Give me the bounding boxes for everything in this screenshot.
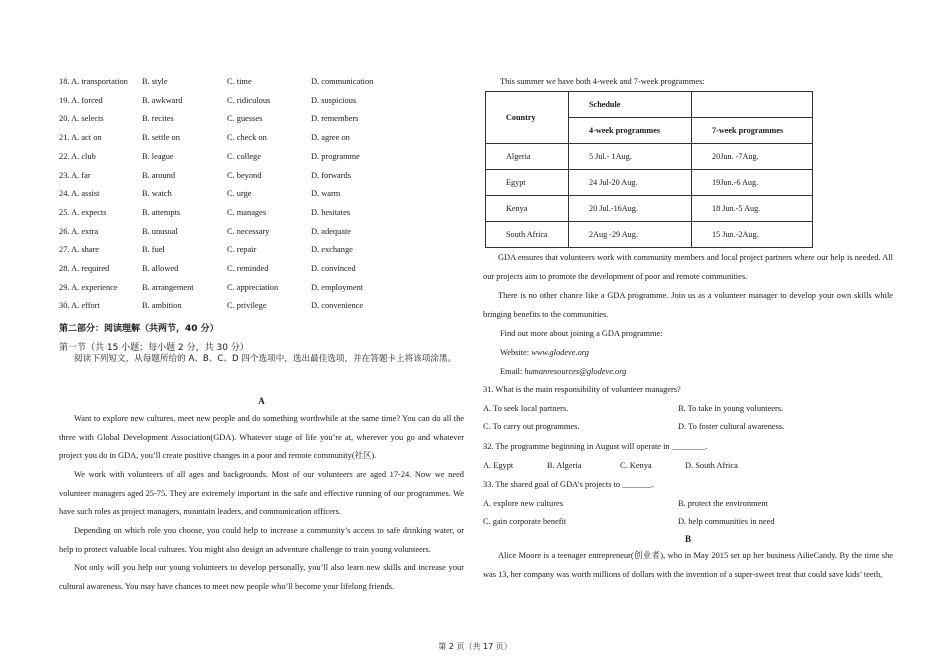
header-country: Country <box>486 92 569 144</box>
choice-option-b: B. league <box>142 151 174 161</box>
header-4week: 4-week programmes <box>569 118 692 144</box>
website-link[interactable]: www.glodeve.org <box>531 348 589 357</box>
passage-a-paragraph-5: GDA ensures that volunteers work with community members and local project partners where our help is needed. All our projects aim to promote the development of poor and remote communities. <box>483 253 893 281</box>
choice-option-c: C. guesses <box>227 114 263 124</box>
question-stem: 31. What is the main responsibility of volunteer managers? <box>483 385 681 394</box>
choice-option-a <box>59 244 99 255</box>
section1-title: 第一节（共 15 小题；每小题 2 分，共 30 分） <box>59 343 249 353</box>
option-text: A. far <box>71 170 91 180</box>
choice-option-d: D. employment <box>311 282 364 292</box>
question-number: 21. <box>59 133 70 143</box>
answer-option-c: C. gain corporate benefit <box>483 517 567 527</box>
question-number: 26. <box>59 226 70 236</box>
answer-option-c: C. To carry out programmes. <box>483 422 580 432</box>
schedule-row <box>486 144 813 170</box>
answer-option-a: A. To seek local partners. <box>483 403 569 413</box>
schedule-cell-w7: 15 Jun.-2Aug. <box>692 222 813 248</box>
question-number: 19. <box>59 95 70 105</box>
choice-option-b: B. awkward <box>142 95 183 105</box>
schedule-row <box>486 222 813 248</box>
choice-option-c: C. privilege <box>227 301 267 311</box>
choice-option-a <box>59 188 100 199</box>
schedule-cell-w7: 20Jun. -7Aug. <box>692 144 813 170</box>
schedule-cell-w4: 24 Jul-20 Aug. <box>569 170 692 196</box>
email-label: Email: <box>500 367 525 376</box>
choice-option-b: B. style <box>142 77 168 86</box>
schedule-cell-w4: 20 Jul.-16Aug. <box>569 196 692 222</box>
question-number: 28. <box>59 264 70 273</box>
option-text: A. extra <box>71 226 99 236</box>
answer-option-b: B. Algeria <box>547 460 582 470</box>
passage-a-paragraph-3: Depending on which role you choose, you could help to increase a community’s access to safe drinking water, or help to protect valuable local cultures. You might also design an adventure challenge to train young volunteers. <box>59 526 464 554</box>
website-label: Website: <box>500 348 532 357</box>
passage-b-label: B <box>684 534 691 544</box>
header-schedule: Schedule <box>569 92 692 118</box>
choice-option-d: D. programme <box>311 151 360 161</box>
choice-option-b: B. around <box>142 170 176 180</box>
choice-option-c: C. repair <box>227 245 257 255</box>
choice-option-b: B. recites <box>142 114 174 124</box>
choice-option-a <box>59 151 96 162</box>
option-text: A. share <box>71 245 100 255</box>
choice-option-c: C. manages <box>227 207 267 217</box>
choice-option-b: B. watch <box>142 189 172 199</box>
answer-option-a: A. Egypt <box>483 460 514 470</box>
choice-option-d: D. forwards <box>311 170 352 180</box>
question-number: 22. <box>59 151 70 161</box>
question-number: 23. <box>59 170 70 180</box>
answer-option-d: D. To foster cultural awareness. <box>678 422 785 432</box>
choice-option-c: C. urge <box>227 189 252 199</box>
schedule-cell-w7: 18 Jun.-5 Aug. <box>692 196 813 222</box>
question-number: 29. <box>59 282 70 292</box>
email-link[interactable]: humanresources@glodeve.org <box>524 367 627 376</box>
header-blank <box>692 92 813 118</box>
option-text: A. assist <box>71 189 100 199</box>
choice-option-a <box>59 282 118 293</box>
choice-option-b: B. unusual <box>142 226 178 236</box>
choice-option-d: D. warm <box>311 189 341 199</box>
choice-option-c: C. time <box>227 77 252 86</box>
choice-option-a <box>59 113 104 124</box>
answer-option-d: D. South Africa <box>685 460 738 470</box>
choice-option-b: B. allowed <box>142 264 179 273</box>
choice-option-d: D. convinced <box>311 264 356 273</box>
choice-option-b: B. arrangement <box>142 282 194 292</box>
schedule-cell-w7: 19Jun.-6 Aug. <box>692 170 813 196</box>
option-text: A. act on <box>71 133 102 143</box>
question-stem: 33. The shared goal of GDA’s projects to _______. <box>483 480 654 489</box>
part2-title: 第二部分：阅读理解（共两节，40 分） <box>59 324 219 334</box>
passage-a-paragraph-6: There is no other chance like a GDA programme. Join us as a volunteer manager to develop your own skills while bringing benefits to the communities. <box>483 291 893 319</box>
option-text: A. experience <box>71 282 118 292</box>
choice-option-c: C. college <box>227 151 261 161</box>
choice-option-d: D. adequate <box>311 226 351 236</box>
choice-option-d: D. hesitates <box>311 207 351 217</box>
passage-a-paragraph-4: Not only will you help our young volunteers to develop personally, you’ll also learn new skills and increase your cultural awareness. You may have chances to meet new people who’ll become your lifelong friends. <box>59 563 464 591</box>
choice-option-b: B. fuel <box>142 245 165 255</box>
choice-option-a <box>59 226 98 237</box>
answer-option-b: B. To take in young volunteers. <box>678 403 784 413</box>
schedule-cell-country: Algeria <box>486 144 569 170</box>
option-text: A. transportation <box>71 77 128 86</box>
find-out-more: Find out more about joining a GDA programme: <box>500 329 663 338</box>
question-number: 20. <box>59 114 70 124</box>
choice-option-d: D. remembers <box>311 114 359 124</box>
answer-option-c: C. Kenya <box>620 460 652 470</box>
schedule-cell-country: Kenya <box>486 196 569 222</box>
option-text: A. forced <box>71 95 103 105</box>
option-text: A. required <box>71 264 110 273</box>
schedule-table <box>485 91 813 248</box>
schedule-row <box>486 170 813 196</box>
question-number: 24. <box>59 189 70 199</box>
choice-option-a <box>59 263 109 274</box>
choice-option-d: D. convenience <box>311 301 364 311</box>
passage-a-label: A <box>258 396 265 406</box>
choice-option-d: D. communication <box>311 77 374 86</box>
choice-option-a <box>59 132 102 143</box>
choice-option-d: D. agree on <box>311 133 350 143</box>
choice-option-a <box>59 300 100 311</box>
choice-option-d: D. suspicious <box>311 95 357 105</box>
website-line <box>500 347 589 358</box>
programmes-intro: This summer we have both 4-week and 7-week programmes: <box>500 77 705 86</box>
choice-option-d: D. exchange <box>311 245 353 255</box>
choice-option-c: C. appreciation <box>227 282 279 292</box>
choice-option-a <box>59 95 103 106</box>
schedule-row <box>486 196 813 222</box>
passage-b-paragraph-1: Alice Moore is a teenager entrepreneur(创业者), who in May 2015 set up her business AilieCandy. By the time she was 13, her company was worth millions of dollars with the invention of a super-sweet treat that could save kids’ teeth, <box>483 551 893 579</box>
question-number: 18. <box>59 77 70 86</box>
answer-option-b: B. protect the environment <box>678 498 768 508</box>
question-stem: 32. The programme beginning in August will operate in ________. <box>483 442 708 451</box>
choice-option-c: C. ridiculous <box>227 95 271 105</box>
answer-option-d: D. help communities in need <box>678 517 775 527</box>
schedule-cell-country: Egypt <box>486 170 569 196</box>
option-text: A. club <box>71 151 96 161</box>
choice-option-c: C. beyond <box>227 170 262 180</box>
passage-a-paragraph-2: We work with volunteers of all ages and backgrounds. Most of our volunteers are aged 17-24. Now we need volunteer managers aged 25-75. They are extremely important in the safe and effective running of our programmes. We have such roles as project managers, mountain leaders, and communication officers. <box>59 470 464 517</box>
answer-option-a: A. explore new cultures <box>483 498 564 508</box>
reading-instruction: 阅读下列短文，从每题所给的 A、B、C、D 四个选项中，选出最佳选项，并在答题卡上将该项涂黑。 <box>74 354 457 364</box>
choice-option-c: C. reminded <box>227 264 269 273</box>
schedule-cell-w4: 2Aug -29 Aug. <box>569 222 692 248</box>
page-footer: 第 2 页（共 17 页） <box>438 642 512 651</box>
schedule-cell-w4: 5 Jul.- 1Aug. <box>569 144 692 170</box>
choice-option-c: C. necessary <box>227 226 270 236</box>
email-line <box>500 366 626 377</box>
option-text: A. effort <box>71 301 100 311</box>
choice-option-b: B. ambition <box>142 301 182 311</box>
choice-option-a <box>59 76 128 87</box>
schedule-cell-country: South Africa <box>486 222 569 248</box>
header-7week: 7-week programmes <box>692 118 813 144</box>
choice-option-c: C. check on <box>227 133 267 143</box>
question-number: 25. <box>59 207 70 217</box>
choice-option-a <box>59 170 91 181</box>
choice-option-a <box>59 207 106 218</box>
question-number: 30. <box>59 301 70 311</box>
passage-a-paragraph-1: Want to explore new cultures, meet new people and do something worthwhile at the same time? You can do all the three with Global Development Association(GDA). Whatever stage of life you’re at, wherever you go and whatever project you do in GDA, you’ll create positive changes in a poor and remote community(社区). <box>59 414 464 461</box>
question-number: 27. <box>59 245 70 255</box>
option-text: A. expects <box>71 207 107 217</box>
choice-option-b: B. attempts <box>142 207 181 217</box>
choice-option-b: B. settle on <box>142 133 180 143</box>
option-text: A. selects <box>71 114 104 124</box>
